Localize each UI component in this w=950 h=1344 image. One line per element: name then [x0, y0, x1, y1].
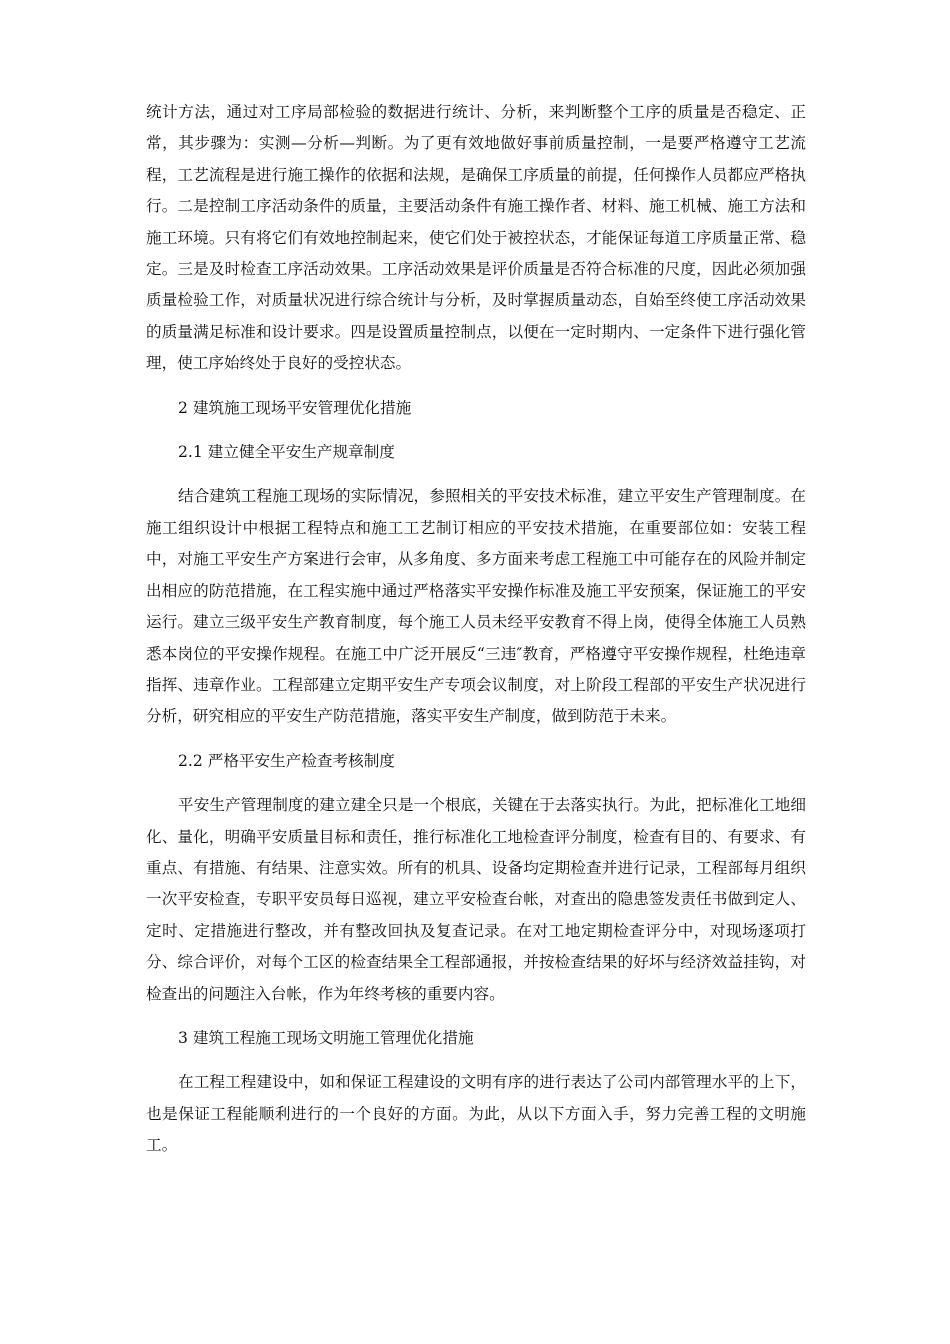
document-body [146, 97, 806, 1175]
section-heading-2: 2 建筑施工现场平安管理优化措施 [178, 398, 412, 417]
paragraph-quality-control: 统计方法，通过对工序局部检验的数据进行统计、分析，来判断整个工序的质量是否稳定、正常，其步骤为：实测—分析—判断。为了更有效地做好事前质量控制，一是要严格遵守工艺流程，工艺流程是进行施工操作的依据和法规，是确保工序质量的前提，任何操作人员都应严格执行。二是控制工序活动条件的质量，主要活动条件有施工操作者、材料、施工机械、施工方法和施工环境。只有将它们有效地控制起来，使它们处于被控状态，才能保证每道工序质量正常、稳定。三是及时检查工序活动效果。工序活动效果是评价质量是否符合标准的尺度，因此必须加强质量检验工作，对质量状况进行综合统计与分析，及时掌握质量动态，自始至终使工序活动效果的质量满足标准和设计要求。四是设置质量控制点，以便在一定时期内、一定条件下进行强化管理，使工序始终处于良好的受控状态。 [146, 103, 806, 373]
section-heading-3: 3 建筑工程施工现场文明施工管理优化措施 [178, 1028, 474, 1047]
subsection-heading-2-1: 2.1 建立健全平安生产规章制度 [178, 443, 395, 462]
paragraph-safety-inspection: 平安生产管理制度的建立建全只是一个根底，关键在于去落实执行。为此，把标准化工地细化、量化，明确平安质量目标和责任，推行标准化工地检查评分制度，检查有目的、有要求、有重点、有措施、有结果、注意实效。所有的机具、设备均定期检查并进行记录，工程部每月组织一次平安检查，专职平安员每日巡视，建立平安检查台帐，对查出的隐患签发责任书做到定人、定时、定措施进行整改，并有整改回执及复查记录。在对工地定期检查评分中，对现场逐项打分、综合评价，对每个工区的检查结果全工程部通报，并按检查结果的好坏与经济效益挂钩，对检查出的问题注入台帐，作为年终考核的重要内容。 [146, 796, 806, 1003]
subsection-heading-2-2: 2.2 严格平安生产检查考核制度 [178, 751, 395, 770]
paragraph-civilized-construction: 在工程工程建设中，如和保证工程建设的文明有序的进行表达了公司内部管理水平的上下，也是保证工程能顺利进行的一个良好的方面。为此，从以下方面入手，努力完善工程的文明施工。 [146, 1073, 806, 1155]
paragraph-safety-rules: 结合建筑工程施工现场的实际情况，参照相关的平安技术标准，建立平安生产管理制度。在施工组织设计中根据工程特点和施工工艺制订相应的平安技术措施，在重要部位如：安装工程中，对施工平安生产方案进行会审，从多角度、多方面来考虑工程施工中可能存在的风险并制定出相应的防范措施，在工程实施中通过严格落实平安操作标准及施工平安预案，保证施工的平安运行。建立三级平安生产教育制度，每个施工人员未经平安教育不得上岗，使得全体施工人员熟悉本岗位的平安操作规程。在施工中广泛开展反“三违″教育，严格遵守平安操作规程，杜绝违章指挥、违章作业。工程部建立定期平安生产专项会议制度，对上阶段工程部的平安生产状况进行分析，研究相应的平安生产防范措施，落实平安生产制度，做到防范于未来。 [146, 487, 806, 726]
